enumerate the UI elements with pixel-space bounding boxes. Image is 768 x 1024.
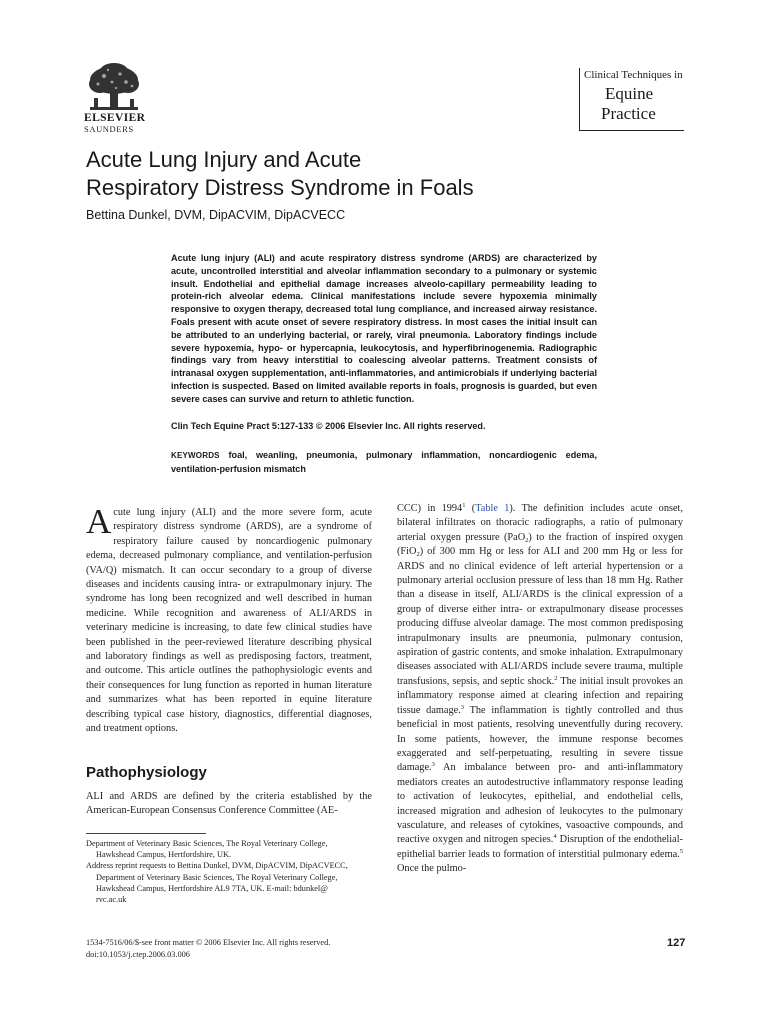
footnote-line: Address reprint requests to Bettina Dunkel, DVM, DipACVIM, DipACVECC,	[86, 861, 348, 871]
text-run: CCC) in 1994	[397, 503, 463, 514]
pathophysiology-paragraph: ALI and ARDS are defined by the criteria established by the American-European Consensus Conference Committee (AE-	[86, 791, 372, 817]
text-run: ) to the fraction of inspired oxygen (FiO	[397, 531, 683, 558]
publisher-name: ELSEVIER	[84, 112, 146, 124]
doi-line[interactable]: doi:10.1053/j.ctep.2006.03.006	[86, 949, 190, 959]
footnote-email[interactable]: rvc.ac.uk	[96, 895, 127, 905]
text-run: ). The definition includes acute onset, bilateral infiltrates on thoracic radiographs, a ratio of pulmonary arterial oxygen pressure (PaO	[397, 503, 683, 543]
page-number: 127	[667, 937, 686, 949]
abstract: Acute lung injury (ALI) and acute respiratory distress syndrome (ARDS) are characterized by acute, uncontrolled interstitial and alveolar inflammation secondary to a pulmonary or systemic insult. Endothelial and epithelial damage increases alveolo-capillary permeability leading to protein-rich alveolar edema. Clinical manifestations include severe hypoxemia minimally responsive to oxygen therapy, decreased total lung compliance, and increased airway resistance. Foals present with acute onset of severe respiratory distress. In most cases the initial insult can be attributed to an underlying bacterial, or rarely, viral pneumonia. Laboratory findings include severe hypoxemia, hypo- or hypercapnia, leukocytosis, and hyperfibrinogenemia. Radiographic findings vary from heavy interstitial to coalescing alveolar patterns. Treatment consists of intranasal oxygen supplementation, anti-inflammatories, and antimicrobials if underlying bacterial infection is suspected. Based on limited available reports in foals, prognosis is guarded, but even severe cases can survive and return to athletic function.	[171, 253, 597, 404]
text-run: Once the pulmo-	[397, 863, 467, 875]
section-heading-pathophysiology: Pathophysiology	[86, 764, 207, 781]
reference-3[interactable]: 3	[431, 761, 435, 769]
footnote-line: Department of Veterinary Basic Sciences, The Royal Veterinary College,	[86, 839, 328, 848]
reference-3[interactable]: 3	[460, 703, 465, 711]
issn-line: 1534-7516/06/$-see front matter © 2006 Elsevier Inc. All rights reserved.	[86, 938, 331, 947]
author-affiliation-footnote	[86, 838, 374, 905]
right-column-paragraph: CCC) in 1994$^1$ (Table 1). The definition includes acute onset, bilateral infiltrates on thoracic radiographs, a ratio of pulmonary arterial oxygen pressure (PaO$_2$) to the fraction of inspired oxygen (FiO$_2$) of 300 mm Hg or less for ALI and 200 mm Hg or less for ARDS and no clinical evidence of left arterial hypertension or a pulmonary arterial occlusion pressure of less than 18 mm Hg. Rather than a disease in itself, ALI/ARDS is the clinical expression of a group of diverse either intra- or extrapulmonary disease processes producing diffuse alveolar damage. The most common predisposing intrapulmonary insults are pneumonia, pulmonary contusion, aspiration of gastric contents, and smoke inhalation. Extrapulmonary diseases associated with ALI/ARDS include severe trauma, multiple transfusions, sepsis, and septic shock.$^2$ The initial insult provokes an inflammatory response aimed at clearing infection and repairing tissue damage.$^3$ The inflammation is tightly controlled and thus beneficial in most patients, resolving uneventfully during recovery. In some patients, however, the immune response becomes exaggerated and self-perpetuating, resulting in severe tissue damage.$^3$ An imbalance between pro- and anti-inflammatory mediators creates an autodestructive inflammatory response leading to activation of leukocytes, epithelial, and endothelial cells, increased migration and adhesion of leukocytes to the pulmonary vasculature, and releases of cytokines, vasoactive compounds, and reactive oxygen and nitrogen species.$^4$ Disruption of the endothelial-epithelial barrier leads to formation of interstitial pulmonary edema.$^5$ Once the pulmo-	[397, 502, 684, 875]
elsevier-tree-logo	[86, 62, 142, 114]
article-authors: Bettina Dunkel, DVM, DipACVIM, DipACVECC	[86, 208, 346, 222]
text-run: An imbalance between pro- and anti-inflammatory mediators creates an autodestructive inflammatory response leading to activation of leukocytes, epithelial, and endothelial cells, increased migration and adhesion of leukocytes to the pulmonary vasculature, and releases of cytokines, vasoactive compounds, and reactive oxygen and nitrogen species.	[397, 762, 683, 846]
table-1-link[interactable]: Table 1	[475, 503, 510, 514]
intro-paragraph	[86, 502, 372, 737]
footnote-line: Department of Veterinary Basic Sciences, The Royal Veterinary College,	[96, 872, 338, 882]
reference-5[interactable]: 5	[679, 847, 683, 855]
text-run: The initial insult provokes an inflammatory response aimed at clearing infection and repairing tissue damage.	[397, 675, 684, 716]
footnote-line: Hawkshead Campus, Hertfordshire AL9 7TA, UK. E-mail: bdunkel@	[96, 883, 328, 893]
keywords-label: KEYWORDS	[171, 451, 220, 460]
text-run: Disruption of the endothelial-epithelial barrier leads to formation of interstitial pulmonary edema.	[397, 834, 683, 860]
article-title-line2: Respiratory Distress Syndrome in Foals	[86, 175, 474, 200]
footnote-divider	[86, 833, 206, 834]
journal-prefix: Clinical Techniques in	[584, 69, 683, 81]
journal-title-line1: Equine	[605, 84, 654, 103]
article-title	[86, 146, 606, 202]
citation: Clin Tech Equine Pract 5:127-133 © 2006 Elsevier Inc. All rights reserved.	[171, 421, 486, 431]
page-footer-issn	[86, 937, 330, 960]
reference-1[interactable]: 1	[462, 502, 466, 509]
text-run: The inflammation is tightly controlled and thus beneficial in most patients, resolving uneventfully during recovery. In some patients, however, the immune response becomes exaggerated and self-perpetuating, resulting in severe tissue damage.	[397, 704, 683, 774]
journal-title-line2: Practice	[601, 104, 656, 123]
drop-cap: A	[86, 502, 112, 541]
reference-2[interactable]: 2	[554, 674, 558, 682]
reference-4[interactable]: 4	[553, 833, 557, 841]
keywords-list: foal, weanling, pneumonia, pulmonary inflammation, noncardiogenic edema, ventilation-perfusion mismatch	[171, 450, 597, 474]
text-run: ) of 300 mm Hg or less for ALI and 200 mm Hg or less for ARDS and no clinical evidence of left arterial hypertension or a pulmonary arterial occlusion pressure of less than 18 mm Hg. Rather than a disease in itself, ALI/ARDS is the clinical expression of a group of diverse either intra- or extrapulmonary disease processes producing diffuse alveolar damage. The most common predisposing intrapulmonary insults are pneumonia, pulmonary contusion, aspiration of gastric contents, and smoke inhalation. Extrapulmonary diseases associated with ALI/ARDS include severe trauma, multiple transfusions, sepsis, and septic shock.	[397, 546, 683, 687]
footnote-line: Hawkshead Campus, Hertfordshire, UK.	[96, 850, 232, 860]
subscript: 2	[525, 536, 529, 544]
keywords	[171, 449, 597, 476]
intro-text: cute lung injury (ALI) and the more severe form, acute respiratory distress syndrome (ARDS), are a syndrome of respiratory failure caused by noncardiogenic pulmonary edema, decreased pulmonary compliance, and ventilation-perfusion (VA/Q) mismatch. It can occur secondary to a group of diverse diseases and incidents causing intra- or extrapulmonary injury. The syndrome has long been recognized and well described in human medicine. While recognition and awareness of ALI/ARDS in veterinary medicine is increasing, to date few clinical studies have been published in the peer-reviewed literature describing physical and laboratory findings as well as predisposing factors, treatment, and outcome. This article outlines the pathophysiologic events and their consequences for lung function as reported in human literature and summarizes what has been reported in equine literature describing typical case history, diagnostics, differential diagnoses, and treatment options.	[86, 507, 372, 735]
article-title-line1: Acute Lung Injury and Acute	[86, 147, 362, 172]
publisher-imprint: SAUNDERS	[84, 124, 134, 134]
subscript: 2	[416, 551, 420, 559]
